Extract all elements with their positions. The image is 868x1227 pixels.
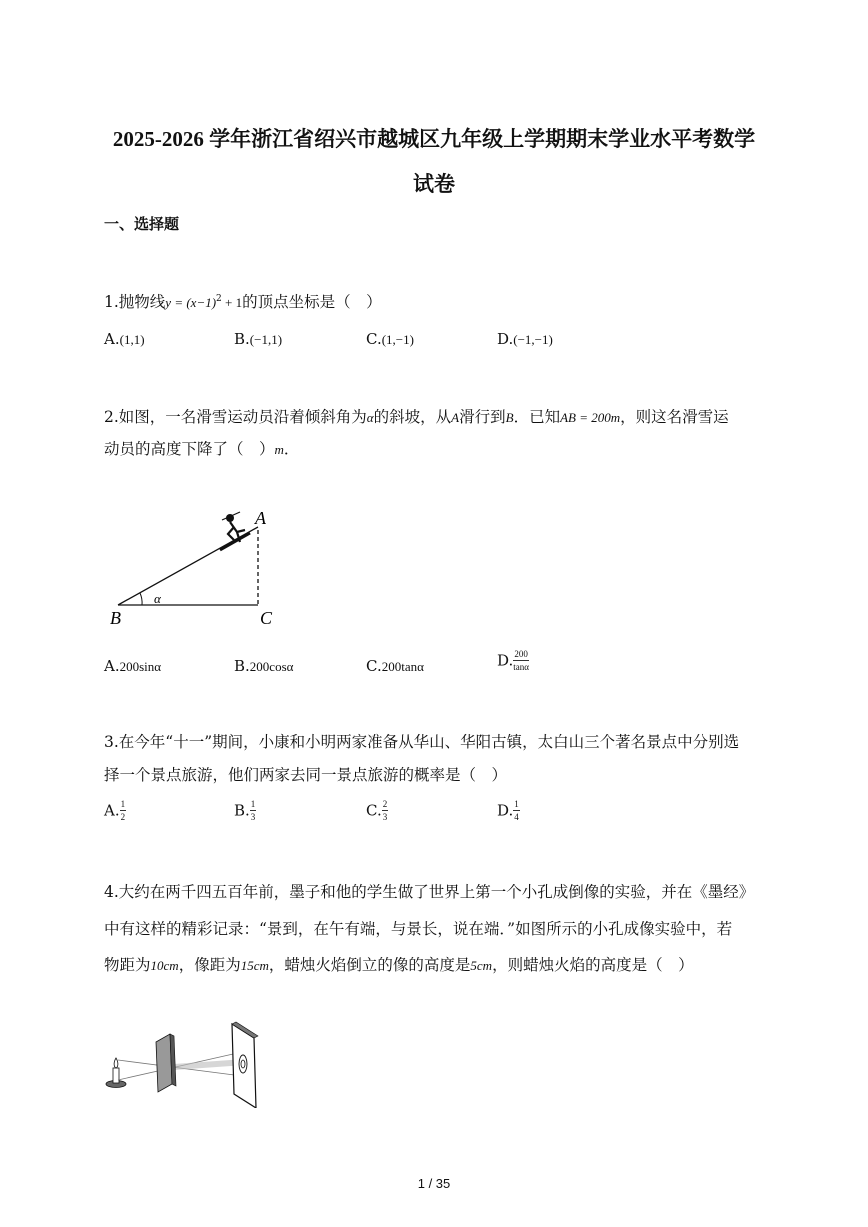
q1-option-a[interactable]: A.(1,1) [104,330,145,348]
page-title: 2025-2026 学年浙江省绍兴市越城区九年级上学期期末学业水平考数学 [112,127,756,151]
question-4-line-2: 中有这样的精彩记录：“景到，在午有端，与景长，说在端．”如图所示的小孔成像实验中，若 [104,920,733,938]
q3-option-b[interactable]: B. $\frac{1}{3}$ [234,799,256,822]
question-2-line-1: 2.如图，一名滑雪运动员沿着倾斜角为α的斜坡，从A滑行到B．已知AB = 200m，则这名滑雪运 [104,408,729,426]
q1-option-b[interactable]: B.(−1,1) [234,330,283,348]
q2-option-c[interactable]: C.200tanα [366,657,424,675]
ski-slope-figure [100,500,300,635]
skier-icon [220,512,250,550]
q2-option-b[interactable]: B.200cosα [234,657,294,675]
pinhole-experiment-figure [100,1018,275,1108]
q2-option-a[interactable]: A.200sinα [104,657,162,675]
question-4-line-3: 物距为10cm，像距为15cm，蜡烛火焰倒立的像的高度是5cm，则蜡烛火焰的高度是（ ） [104,956,694,974]
q1-suffix: 的顶点坐标是（ ） [242,293,382,311]
section-heading: 一、选择题 [104,215,180,233]
candle-icon [106,1058,126,1088]
q1-prefix: 1.抛物线 [104,293,166,311]
q1-option-d[interactable]: D.(−1,−1) [497,330,553,348]
q1-formula-tail: + 1 [221,295,243,310]
screen-board [232,1022,258,1108]
q3-option-d[interactable]: D. $\frac{1}{4}$ [497,799,519,822]
question-3-line-1: 3.在今年“十一”期间，小康和小明两家准备从华山、华阳古镇，太白山三个著名景点中分别选 [104,733,740,751]
label-A: A [255,508,266,528]
pinhole-board [156,1034,176,1092]
page-number: 1 / 35 [417,1176,451,1191]
q1-formula: y = (x−1) [165,295,217,310]
label-alpha: α [154,591,161,606]
q3-option-a[interactable]: A. $\frac{1}{2}$ [104,799,126,822]
question-3-line-2: 择一个景点旅游，他们两家去同一景点旅游的概率是（ ） [104,766,508,784]
q3-option-c[interactable]: C. $\frac{2}{3}$ [366,799,388,822]
question-4-line-1: 4.大约在两千四五百年前，墨子和他的学生做了世界上第一个小孔成倒像的实验，并在《墨经》 [104,883,755,901]
question-2-line-2: 动员的高度下降了（ ）m． [104,440,300,458]
page-title-continued: 试卷 [413,172,455,196]
label-C: C [260,608,273,628]
q1-option-c[interactable]: C.(1,−1) [366,330,414,348]
angle-arc [140,593,142,605]
q2-option-d[interactable]: D. $\frac{200}{\tan\alpha}$ [497,649,529,672]
q1-exponent: 2 [216,293,222,304]
question-1 [104,290,382,312]
label-B: B [110,608,121,628]
